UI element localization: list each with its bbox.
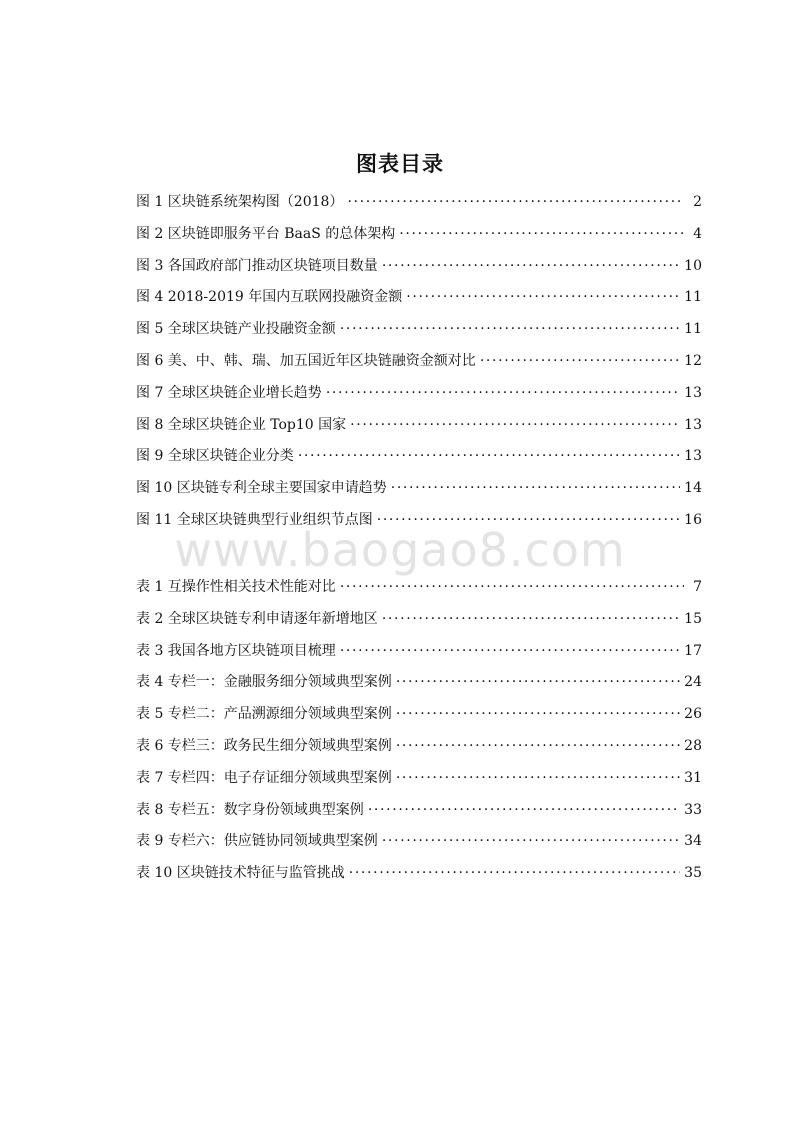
toc-entry[interactable] bbox=[136, 799, 702, 831]
toc-entry-page: 16 bbox=[684, 511, 702, 528]
toc-entry-page: 4 bbox=[693, 225, 702, 242]
toc-entry[interactable] bbox=[136, 477, 702, 509]
toc-entry-page: 10 bbox=[684, 257, 702, 274]
dot-leader bbox=[340, 577, 684, 591]
dot-leader bbox=[326, 383, 680, 397]
table-list bbox=[136, 576, 702, 894]
toc-entry-label: 图 4 2018-2019 年国内互联网投融资金额 bbox=[136, 289, 403, 306]
dot-leader bbox=[377, 510, 680, 524]
dot-leader bbox=[396, 768, 680, 782]
toc-entry-label: 表 2 全球区块链专利申请逐年新增地区 bbox=[136, 610, 378, 627]
toc-entry[interactable] bbox=[136, 318, 702, 350]
dot-leader bbox=[340, 641, 680, 655]
dot-leader bbox=[298, 446, 680, 460]
toc-entry-page: 13 bbox=[684, 416, 702, 433]
dot-leader bbox=[350, 415, 680, 429]
toc-entry[interactable] bbox=[136, 191, 702, 223]
toc-entry[interactable] bbox=[136, 735, 702, 767]
toc-entry-label: 图 3 各国政府部门推动区块链项目数量 bbox=[136, 257, 378, 274]
toc-entry-label: 图 5 全球区块链产业投融资金额 bbox=[136, 321, 336, 338]
dot-leader bbox=[382, 831, 680, 845]
toc-entry-page: 17 bbox=[684, 642, 702, 659]
toc-entry[interactable] bbox=[136, 223, 702, 255]
watermark-text: www.baogao8.com bbox=[174, 523, 626, 577]
toc-entry-page: 31 bbox=[684, 769, 702, 786]
toc-entry-label: 表 7 专栏四：电子存证细分领域典型案例 bbox=[136, 769, 392, 786]
dot-leader bbox=[382, 609, 680, 623]
toc-entry[interactable] bbox=[136, 862, 702, 894]
toc-entry-page: 13 bbox=[684, 384, 702, 401]
toc-entry-page: 15 bbox=[684, 610, 702, 627]
toc-entry[interactable] bbox=[136, 767, 702, 799]
toc-entry-label: 表 9 专栏六：供应链协同领域典型案例 bbox=[136, 833, 378, 850]
toc-entry-label: 表 3 我国各地方区块链项目梳理 bbox=[136, 642, 336, 659]
toc-entry-page: 7 bbox=[693, 579, 702, 595]
toc-entry[interactable] bbox=[136, 286, 702, 318]
dot-leader bbox=[347, 192, 684, 206]
dot-leader bbox=[480, 351, 680, 365]
toc-entry-label: 表 8 专栏五：数字身份领域典型案例 bbox=[136, 801, 364, 818]
toc-entry[interactable] bbox=[136, 445, 702, 477]
toc-entry[interactable] bbox=[136, 509, 702, 541]
toc-entry-label: 图 7 全球区块链企业增长趋势 bbox=[136, 384, 322, 401]
dot-leader bbox=[399, 224, 684, 238]
dot-leader bbox=[368, 800, 680, 814]
toc-entry-page: 11 bbox=[684, 321, 702, 338]
dot-leader bbox=[391, 478, 680, 492]
toc-entry-label: 图 2 区块链即服务平台 BaaS 的总体架构 bbox=[136, 225, 396, 242]
dot-leader bbox=[406, 287, 680, 301]
toc-entry-label: 表 5 专栏二：产品溯源细分领域典型案例 bbox=[136, 706, 392, 723]
toc-entry-page: 26 bbox=[684, 706, 702, 723]
dot-leader bbox=[396, 704, 680, 718]
toc-entry[interactable] bbox=[136, 414, 702, 446]
toc-entry[interactable] bbox=[136, 350, 702, 382]
dot-leader bbox=[396, 736, 680, 750]
toc-entry-page: 33 bbox=[684, 801, 702, 818]
dot-leader bbox=[349, 863, 680, 877]
toc-entry[interactable] bbox=[136, 671, 702, 703]
toc-entry-label: 表 10 区块链技术特征与监管挑战 bbox=[136, 865, 345, 882]
toc-entry-label: 表 4 专栏一：金融服务细分领域典型案例 bbox=[136, 674, 392, 691]
toc-entry-page: 14 bbox=[684, 480, 702, 497]
toc-entry-page: 28 bbox=[684, 737, 702, 754]
dot-leader bbox=[382, 256, 680, 270]
toc-entry-page: 35 bbox=[684, 865, 702, 882]
toc-entry[interactable] bbox=[136, 703, 702, 735]
toc-entry[interactable] bbox=[136, 608, 702, 640]
figure-list bbox=[136, 191, 702, 541]
toc-entry-label: 表 1 互操作性相关技术性能对比 bbox=[136, 579, 336, 595]
toc-entry-label: 图 8 全球区块链企业 Top10 国家 bbox=[136, 416, 347, 433]
toc-entry-page: 12 bbox=[684, 352, 702, 369]
toc-entry-page: 2 bbox=[693, 194, 702, 210]
page-title: 图表目录 bbox=[356, 152, 444, 176]
dot-leader bbox=[396, 672, 680, 686]
toc-entry-label: 图 11 全球区块链典型行业组织节点图 bbox=[136, 511, 373, 528]
toc-entry-label: 表 6 专栏三：政务民生细分领域典型案例 bbox=[136, 737, 392, 754]
toc-entry[interactable] bbox=[136, 640, 702, 672]
toc-entry-label: 图 1 区块链系统架构图（2018） bbox=[136, 194, 344, 210]
toc-entry-label: 图 6 美、中、韩、瑞、加五国近年区块链融资金额对比 bbox=[136, 352, 476, 369]
toc-entry-label: 图 10 区块链专利全球主要国家申请趋势 bbox=[136, 480, 387, 497]
toc-entry[interactable] bbox=[136, 576, 702, 608]
toc-entry-page: 24 bbox=[684, 674, 702, 691]
dot-leader bbox=[340, 319, 680, 333]
toc-entry-label: 图 9 全球区块链企业分类 bbox=[136, 448, 294, 465]
toc-entry-page: 34 bbox=[684, 833, 702, 850]
toc-entry-page: 11 bbox=[684, 289, 702, 306]
toc-entry-page: 13 bbox=[684, 448, 702, 465]
toc-entry[interactable] bbox=[136, 382, 702, 414]
toc-entry[interactable] bbox=[136, 255, 702, 287]
toc-entry[interactable] bbox=[136, 830, 702, 862]
